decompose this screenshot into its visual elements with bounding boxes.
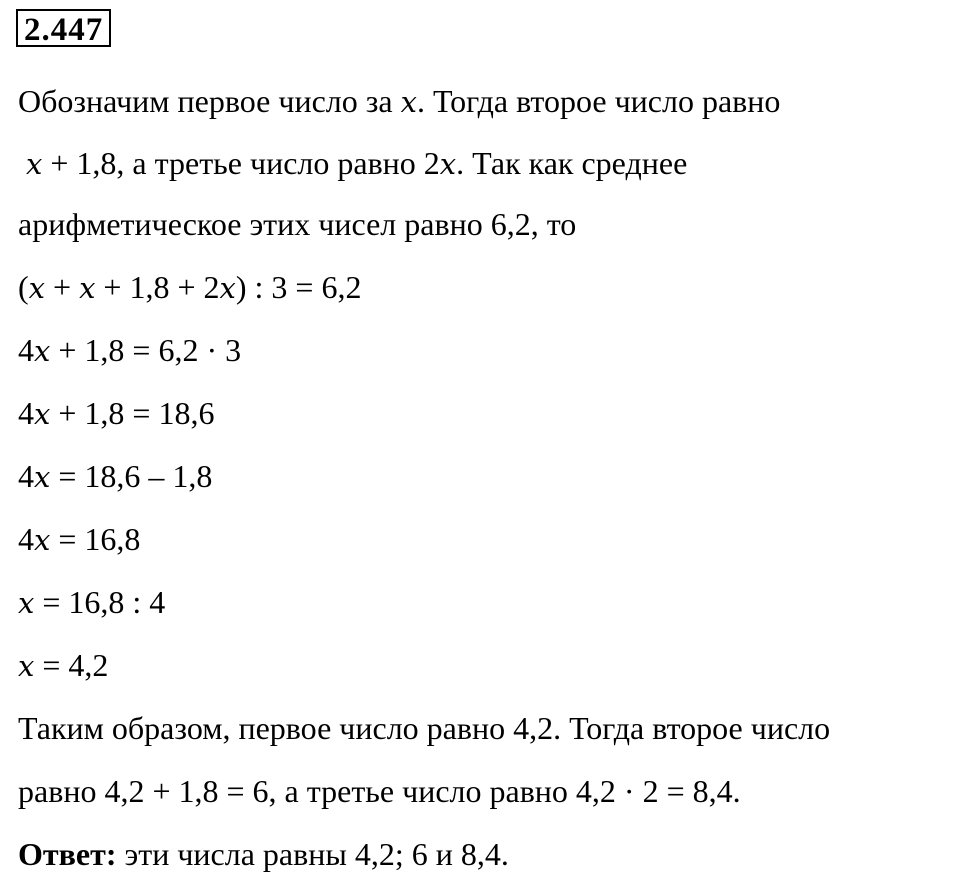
variable-x: x: [26, 147, 43, 181]
text-fragment: равно 4,2 + 1,8 = 6, а третье число равно 4,2 · 2 = 8,4.: [18, 773, 741, 809]
text-fragment: Обозначим первое число за: [18, 83, 401, 119]
text-fragment: + 1,8 + 2: [95, 269, 220, 305]
conclusion-line-1: [18, 708, 830, 748]
text-fragment: . Так как среднее: [456, 145, 688, 181]
equation-1: [18, 267, 361, 308]
text-fragment: + 1,8, а третье число равно 2: [42, 145, 440, 181]
text-fragment: 4: [18, 332, 34, 368]
text-fragment: 4: [18, 521, 34, 557]
equation-2: [18, 330, 241, 371]
equation-6: [18, 582, 165, 623]
variable-x: x: [34, 523, 51, 557]
text-line-3: [18, 204, 576, 244]
answer-text: эти числа равны 4,2; 6 и 8,4.: [116, 836, 509, 872]
variable-x: x: [79, 271, 96, 305]
equation-4: [18, 456, 212, 497]
text-line-2: [26, 143, 687, 184]
text-fragment: 4: [18, 458, 34, 494]
answer-line: [18, 834, 509, 874]
problem-number: 2.447: [16, 9, 111, 47]
text-fragment: + 1,8 = 18,6: [50, 395, 215, 431]
answer-label: Ответ:: [18, 836, 117, 872]
text-fragment: . Тогда второе число равно: [416, 83, 781, 119]
variable-x: x: [34, 460, 51, 494]
variable-x: x: [18, 586, 35, 620]
variable-x: x: [34, 397, 51, 431]
equation-7: [18, 645, 108, 686]
text-fragment: (: [18, 269, 29, 305]
variable-x: x: [18, 649, 35, 683]
text-fragment: Таким образом, первое число равно 4,2. Тогда второе число: [18, 710, 831, 746]
text-fragment: ) : 3 = 6,2: [235, 269, 362, 305]
text-fragment: арифметическое этих чисел равно 6,2, то: [18, 206, 577, 242]
text-line-1: [18, 81, 780, 122]
variable-x: x: [219, 271, 236, 305]
text-fragment: = 16,8: [50, 521, 141, 557]
text-fragment: = 4,2: [34, 647, 109, 683]
conclusion-line-2: [18, 771, 741, 811]
text-fragment: = 18,6 – 1,8: [50, 458, 213, 494]
variable-x: x: [400, 85, 417, 119]
variable-x: x: [28, 271, 46, 305]
text-fragment: + 1,8 = 6,2 · 3: [50, 332, 242, 368]
variable-x: x: [34, 334, 51, 368]
text-fragment: +: [45, 269, 80, 305]
variable-x: x: [439, 147, 457, 181]
text-fragment: = 16,8 : 4: [34, 584, 166, 620]
equation-3: [18, 393, 214, 434]
text-fragment: 4: [18, 395, 34, 431]
equation-5: [18, 519, 140, 560]
